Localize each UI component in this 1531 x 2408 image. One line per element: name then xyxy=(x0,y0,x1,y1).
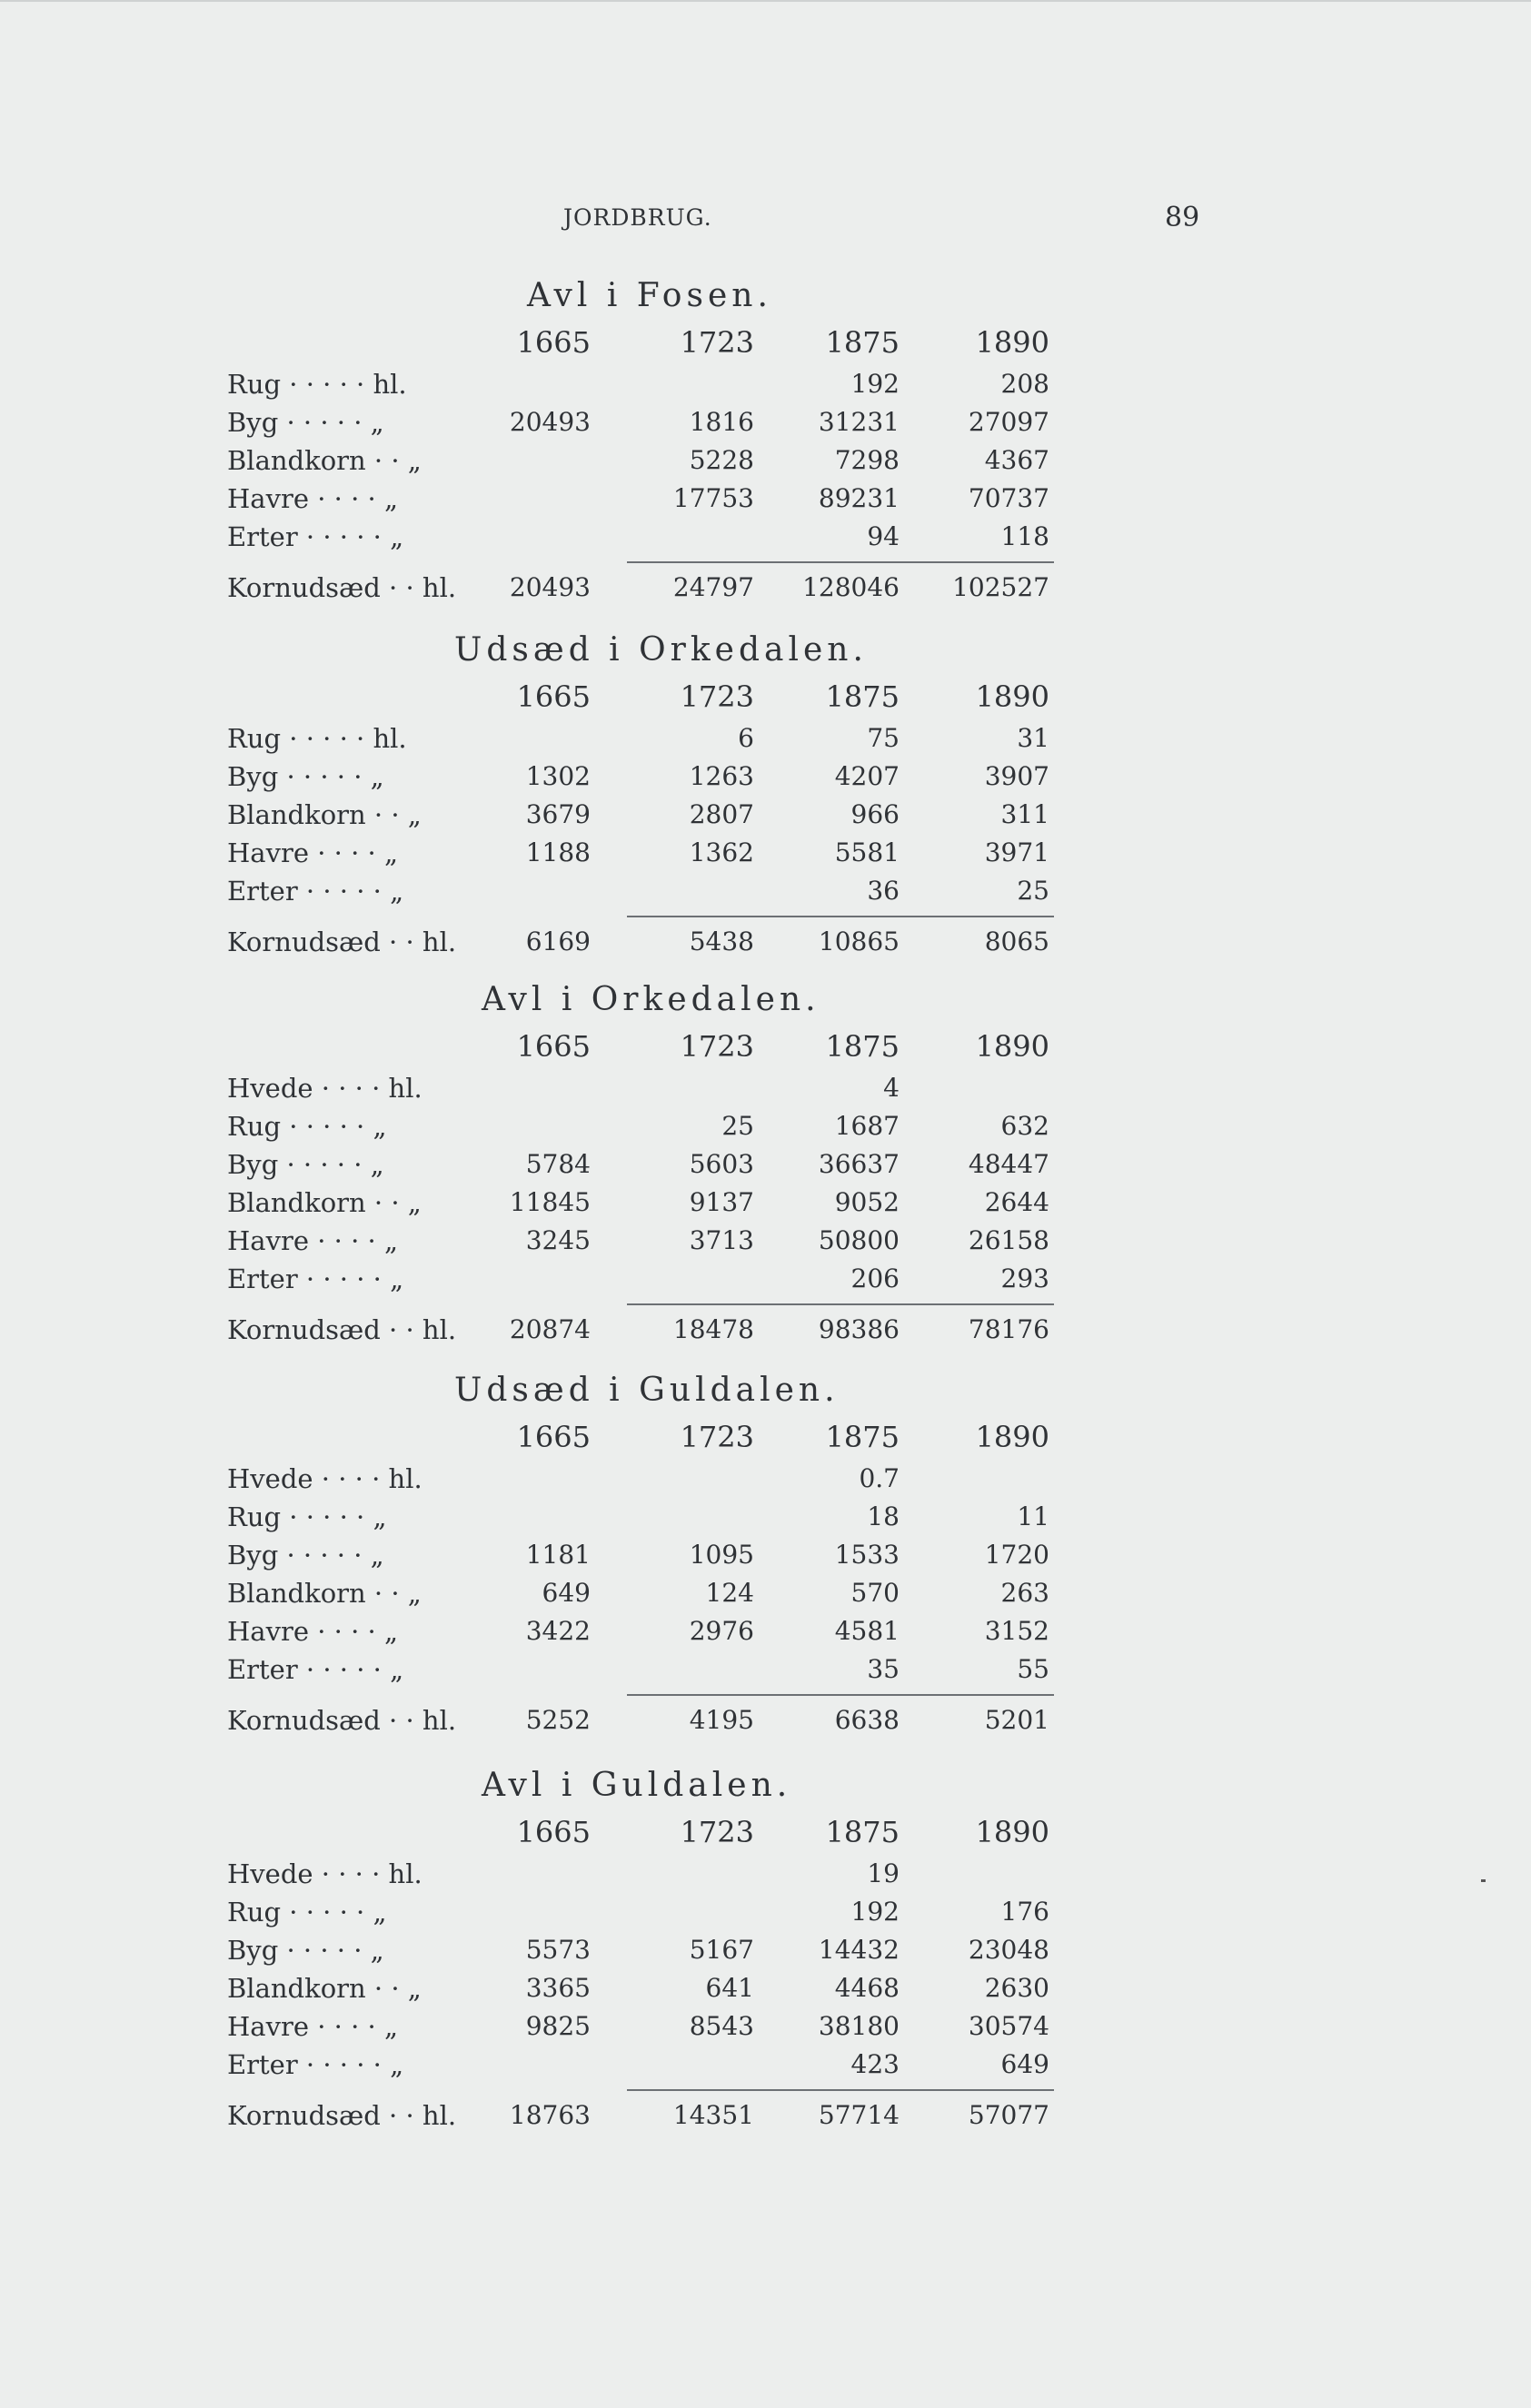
row-label: Byg · · · · · „ xyxy=(227,407,384,438)
table-cell: 6638 xyxy=(834,1705,900,1735)
table-cell: 118 xyxy=(1000,521,1049,551)
year-header: 1890 xyxy=(975,1815,1049,1849)
table-cell: 36637 xyxy=(818,1149,900,1179)
table-cell: 5201 xyxy=(984,1705,1049,1735)
year-header: 1875 xyxy=(825,1420,900,1454)
table-cell: 26158 xyxy=(968,1225,1049,1255)
table-cell: 27097 xyxy=(968,407,1049,437)
row-label: Blandkorn · · „ xyxy=(227,799,422,830)
table-cell: 1687 xyxy=(834,1111,900,1141)
table-cell: 208 xyxy=(1000,369,1049,399)
table-cell: 9825 xyxy=(525,2011,591,2041)
table-cell: 18478 xyxy=(672,1314,754,1344)
table-row xyxy=(227,1069,1063,1107)
table-cell: 311 xyxy=(1000,799,1049,829)
year-header: 1875 xyxy=(825,679,900,714)
table-cell: 4468 xyxy=(834,1973,900,2003)
table-cell: 11845 xyxy=(509,1187,591,1217)
table-row xyxy=(227,872,1063,910)
sum-rule xyxy=(627,1694,1054,1696)
table-cell: 3907 xyxy=(984,761,1049,791)
year-header: 1875 xyxy=(825,1815,900,1849)
total-row xyxy=(227,2096,1063,2135)
table-cell: 38180 xyxy=(818,2011,900,2041)
table-cell: 192 xyxy=(850,1897,900,1927)
table-cell: 124 xyxy=(705,1578,754,1608)
table-cell: 8543 xyxy=(689,2011,754,2041)
table-cell: 1181 xyxy=(525,1540,591,1570)
year-header: 1890 xyxy=(975,1420,1049,1454)
table-row xyxy=(227,403,1063,441)
table-cell: 9137 xyxy=(689,1187,754,1217)
row-label: Erter · · · · · „ xyxy=(227,2049,404,2080)
year-header: 1723 xyxy=(680,679,754,714)
table-cell: 23048 xyxy=(968,1935,1049,1965)
table-cell: 649 xyxy=(542,1578,591,1608)
year-header: 1723 xyxy=(680,1420,754,1454)
sum-rule xyxy=(627,561,1054,563)
year-header-row xyxy=(227,1024,1063,1069)
row-label: Havre · · · · „ xyxy=(227,837,398,868)
year-header: 1875 xyxy=(825,1029,900,1064)
page-number: 89 xyxy=(1165,202,1200,233)
row-label: Erter · · · · · „ xyxy=(227,876,404,907)
table-cell: 102527 xyxy=(952,572,1049,602)
table-cell: 98386 xyxy=(818,1314,900,1344)
row-label: Hvede · · · · hl. xyxy=(227,1858,423,1889)
table-cell: 3365 xyxy=(525,1973,591,2003)
table-cell: 20874 xyxy=(509,1314,591,1344)
year-header: 1890 xyxy=(975,1029,1049,1064)
year-header-row xyxy=(227,1414,1063,1460)
row-label: Kornudsæd · · hl. xyxy=(227,2100,457,2131)
table-cell: 6 xyxy=(738,723,754,753)
section-title: Udsæd i Guldalen. xyxy=(454,1372,840,1409)
table-cell: 5228 xyxy=(689,445,754,475)
table-cell: 55 xyxy=(1017,1654,1049,1684)
table-cell: 57077 xyxy=(968,2100,1049,2130)
table-cell: 1720 xyxy=(984,1540,1049,1570)
section-title: Avl i Fosen. xyxy=(527,277,772,314)
row-label: Havre · · · · „ xyxy=(227,1616,398,1647)
table-cell: 14432 xyxy=(818,1935,900,1965)
row-label: Erter · · · · · „ xyxy=(227,1263,404,1294)
year-header: 1890 xyxy=(975,679,1049,714)
table-cell: 19 xyxy=(867,1858,900,1888)
table-section xyxy=(227,273,1063,607)
year-header: 1665 xyxy=(516,1815,591,1849)
table-cell: 5252 xyxy=(525,1705,591,1735)
table-cell: 36 xyxy=(867,876,900,906)
table-cell: 5438 xyxy=(689,927,754,956)
table-cell: 1533 xyxy=(834,1540,900,1570)
table-cell: 11 xyxy=(1017,1501,1049,1531)
table-row xyxy=(227,719,1063,758)
row-label: Blandkorn · · „ xyxy=(227,1973,422,2004)
table-cell: 5784 xyxy=(525,1149,591,1179)
table-cell: 20493 xyxy=(509,572,591,602)
row-label: Erter · · · · · „ xyxy=(227,521,404,552)
table-row xyxy=(227,2046,1063,2084)
total-row xyxy=(227,923,1063,961)
table-cell: 1362 xyxy=(689,837,754,867)
row-label: Rug · · · · · „ xyxy=(227,1501,387,1532)
page-edge xyxy=(0,0,1531,2)
table-cell: 641 xyxy=(705,1973,754,2003)
sum-rule xyxy=(627,916,1054,917)
table-cell: 0.7 xyxy=(859,1463,900,1493)
row-label: Kornudsæd · · hl. xyxy=(227,927,457,957)
table-cell: 50800 xyxy=(818,1225,900,1255)
year-header-row xyxy=(227,674,1063,719)
table-cell: 5167 xyxy=(689,1935,754,1965)
table-cell: 128046 xyxy=(802,572,900,602)
table-section xyxy=(227,627,1063,961)
sum-rule xyxy=(627,2089,1054,2091)
table-cell: 94 xyxy=(867,521,900,551)
table-row xyxy=(227,758,1063,796)
table-cell: 423 xyxy=(850,2049,900,2079)
table-section xyxy=(227,1367,1063,1739)
table-cell: 570 xyxy=(850,1578,900,1608)
table-cell: 10865 xyxy=(818,927,900,956)
table-cell: 25 xyxy=(721,1111,754,1141)
table-cell: 3422 xyxy=(525,1616,591,1646)
table-row xyxy=(227,1145,1063,1184)
table-cell: 3971 xyxy=(984,837,1049,867)
year-header-row xyxy=(227,1809,1063,1855)
table-row xyxy=(227,518,1063,556)
section-title: Udsæd i Orkedalen. xyxy=(454,631,868,669)
table-row xyxy=(227,796,1063,834)
row-label: Byg · · · · · „ xyxy=(227,1149,384,1180)
table-cell: 2807 xyxy=(689,799,754,829)
row-label: Rug · · · · · hl. xyxy=(227,723,407,754)
table-cell: 4207 xyxy=(834,761,900,791)
year-header: 1665 xyxy=(516,325,591,360)
total-row xyxy=(227,1311,1063,1349)
table-row xyxy=(227,1893,1063,1931)
table-row xyxy=(227,441,1063,480)
table-cell: 632 xyxy=(1000,1111,1049,1141)
table-cell: 5573 xyxy=(525,1935,591,1965)
year-header: 1723 xyxy=(680,1815,754,1849)
row-label: Rug · · · · · hl. xyxy=(227,369,407,400)
section-title: Avl i Guldalen. xyxy=(482,1767,792,1804)
table-row xyxy=(227,1574,1063,1612)
table-cell: 89231 xyxy=(818,483,900,513)
table-cell: 25 xyxy=(1017,876,1049,906)
table-cell: 48447 xyxy=(968,1149,1049,1179)
table-cell: 3152 xyxy=(984,1616,1049,1646)
table-cell: 7298 xyxy=(834,445,900,475)
table-cell: 649 xyxy=(1000,2049,1049,2079)
table-cell: 4367 xyxy=(984,445,1049,475)
table-cell: 206 xyxy=(850,1263,900,1293)
row-label: Hvede · · · · hl. xyxy=(227,1073,423,1104)
table-cell: 8065 xyxy=(984,927,1049,956)
table-cell: 14351 xyxy=(672,2100,754,2130)
table-row xyxy=(227,1460,1063,1498)
row-label: Havre · · · · „ xyxy=(227,483,398,514)
year-header: 1665 xyxy=(516,1420,591,1454)
table-cell: 2630 xyxy=(984,1973,1049,2003)
row-label: Blandkorn · · „ xyxy=(227,1187,422,1218)
row-label: Rug · · · · · „ xyxy=(227,1111,387,1142)
year-header: 1665 xyxy=(516,679,591,714)
table-row xyxy=(227,1184,1063,1222)
year-header: 1723 xyxy=(680,325,754,360)
table-cell: 57714 xyxy=(818,2100,900,2130)
table-row xyxy=(227,1931,1063,1969)
table-cell: 2644 xyxy=(984,1187,1049,1217)
table-row xyxy=(227,480,1063,518)
row-label: Kornudsæd · · hl. xyxy=(227,572,457,603)
table-cell: 1816 xyxy=(689,407,754,437)
table-row xyxy=(227,1855,1063,1893)
table-cell: 1188 xyxy=(525,837,591,867)
table-section xyxy=(227,976,1063,1349)
year-header: 1890 xyxy=(975,325,1049,360)
year-header: 1665 xyxy=(516,1029,591,1064)
table-cell: 1263 xyxy=(689,761,754,791)
table-cell: 263 xyxy=(1000,1578,1049,1608)
running-head: JORDBRUG. xyxy=(563,204,712,231)
table-row xyxy=(227,1107,1063,1145)
speck xyxy=(1481,1879,1486,1882)
table-cell: 966 xyxy=(850,799,900,829)
table-cell: 5603 xyxy=(689,1149,754,1179)
row-label: Blandkorn · · „ xyxy=(227,445,422,476)
table-cell: 31231 xyxy=(818,407,900,437)
table-cell: 2976 xyxy=(689,1616,754,1646)
table-cell: 35 xyxy=(867,1654,900,1684)
table-cell: 18763 xyxy=(509,2100,591,2130)
table-cell: 17753 xyxy=(672,483,754,513)
table-cell: 24797 xyxy=(672,572,754,602)
year-header: 1875 xyxy=(825,325,900,360)
table-cell: 4581 xyxy=(834,1616,900,1646)
table-row xyxy=(227,1536,1063,1574)
row-label: Kornudsæd · · hl. xyxy=(227,1705,457,1736)
table-cell: 70737 xyxy=(968,483,1049,513)
table-cell: 176 xyxy=(1000,1897,1049,1927)
table-cell: 3245 xyxy=(525,1225,591,1255)
table-cell: 293 xyxy=(1000,1263,1049,1293)
table-cell: 18 xyxy=(867,1501,900,1531)
table-cell: 3679 xyxy=(525,799,591,829)
row-label: Byg · · · · · „ xyxy=(227,1935,384,1966)
table-cell: 5581 xyxy=(834,837,900,867)
table-cell: 192 xyxy=(850,369,900,399)
section-title: Avl i Orkedalen. xyxy=(482,981,820,1018)
table-row xyxy=(227,365,1063,403)
table-section xyxy=(227,1762,1063,2135)
table-row xyxy=(227,1498,1063,1536)
table-row xyxy=(227,1222,1063,1260)
table-row xyxy=(227,834,1063,872)
row-label: Kornudsæd · · hl. xyxy=(227,1314,457,1345)
table-cell: 1302 xyxy=(525,761,591,791)
table-cell: 4195 xyxy=(689,1705,754,1735)
table-row xyxy=(227,1969,1063,2007)
sum-rule xyxy=(627,1303,1054,1305)
table-row xyxy=(227,1260,1063,1298)
table-cell: 6169 xyxy=(525,927,591,956)
row-label: Havre · · · · „ xyxy=(227,2011,398,2042)
table-cell: 75 xyxy=(867,723,900,753)
table-cell: 31 xyxy=(1017,723,1049,753)
table-cell: 20493 xyxy=(509,407,591,437)
total-row xyxy=(227,569,1063,607)
year-header: 1723 xyxy=(680,1029,754,1064)
row-label: Blandkorn · · „ xyxy=(227,1578,422,1609)
year-header-row xyxy=(227,320,1063,365)
row-label: Byg · · · · · „ xyxy=(227,1540,384,1571)
row-label: Havre · · · · „ xyxy=(227,1225,398,1256)
table-cell: 9052 xyxy=(834,1187,900,1217)
table-cell: 1095 xyxy=(689,1540,754,1570)
table-cell: 3713 xyxy=(689,1225,754,1255)
table-row xyxy=(227,1612,1063,1650)
row-label: Erter · · · · · „ xyxy=(227,1654,404,1685)
row-label: Byg · · · · · „ xyxy=(227,761,384,792)
table-row xyxy=(227,2007,1063,2046)
table-row xyxy=(227,1650,1063,1689)
table-cell: 78176 xyxy=(968,1314,1049,1344)
row-label: Hvede · · · · hl. xyxy=(227,1463,423,1494)
table-cell: 4 xyxy=(883,1073,900,1103)
table-cell: 30574 xyxy=(968,2011,1049,2041)
row-label: Rug · · · · · „ xyxy=(227,1897,387,1927)
total-row xyxy=(227,1701,1063,1739)
